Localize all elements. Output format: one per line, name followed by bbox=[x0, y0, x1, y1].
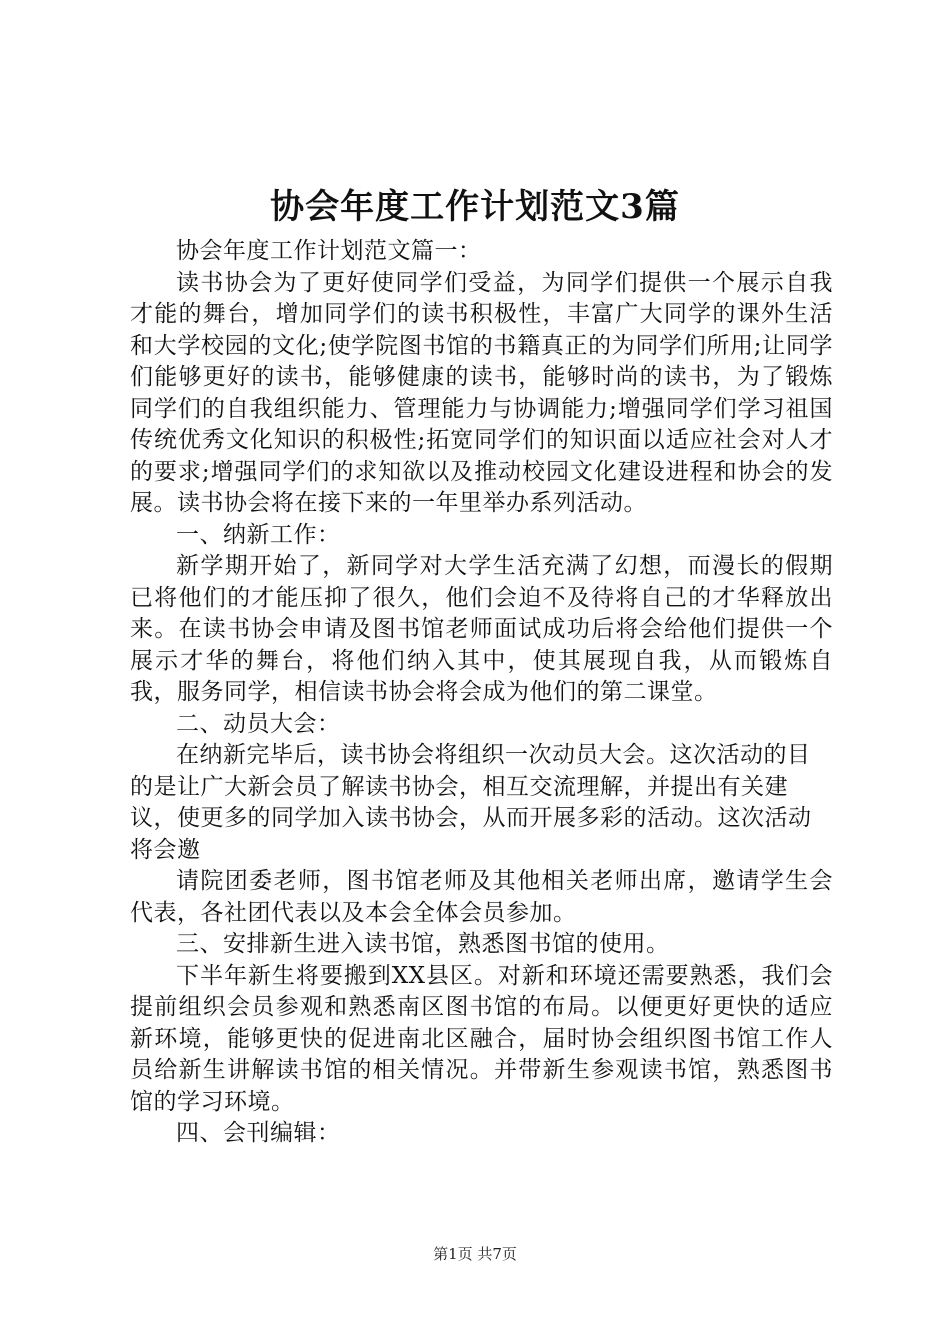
paragraph-intro: 读书协会为了更好使同学们受益，为同学们提供一个展示自我才能的舞台，增加同学们的读书积极性，丰富广大同学的课外生活和大学校园的文化;使学院图书馆的书籍真正的为同学们所用;让同学们能够更好的读书，能够健康的读书，能够时尚的读书，为了锻炼同学们的自我组织能力、管理能力与协调能力;增强同学们学习祖国传统优秀文化知识的积极性;拓宽同学们的知识面以适应社会对人才的要求;增强同学们的求知欲以及推动校园文化建设进程和协会的发展。读书协会将在接下来的一年里举办系列活动。 bbox=[130, 269, 833, 516]
section-heading-mobilization: 二、动员大会： bbox=[176, 710, 341, 737]
page-footer: 第1页 共7页 bbox=[433, 1245, 517, 1263]
document-title: 协会年度工作计划范文3篇 bbox=[270, 187, 680, 227]
paragraph-library-orientation: 下半年新生将要搬到XX县区。对新和环境还需要熟悉，我们会提前组织会员参观和熟悉南区图书馆的布局。以便更好更快的适应新环境，能够更快的促进南北区融合，届时协会组织图书馆工作人员给新生讲解读书馆的相关情况。并带新生参观读书馆，熟悉图书馆的学习环境。 bbox=[130, 962, 833, 1115]
paragraph-heading-part-one: 协会年度工作计划范文篇一： bbox=[176, 238, 482, 264]
section-heading-library-orientation: 三、安排新生进入读书馆，熟悉图书馆的使用。 bbox=[176, 931, 670, 957]
document-body bbox=[130, 236, 833, 1150]
section-heading-journal-editing: 四、会刊编辑： bbox=[176, 1120, 341, 1146]
paragraph-mobilization: 在纳新完毕后，读书协会将组织一次动员大会。这次活动的目的是让广大新会员了解读书协会，相互交流理解，并提出有关建议，使更多的同学加入读书协会，从而开展多彩的活动。这次活动将会邀 bbox=[130, 742, 812, 863]
paragraph-recruitment: 新学期开始了，新同学对大学生活充满了幻想，而漫长的假期已将他们的才能压抑了很久，他们会迫不及待将自己的才华释放出来。在读书协会申请及图书馆老师面试成功后将会给他们提供一个展示才华的舞台，将他们纳入其中，使其展现自我，从而锻炼自我，服务同学，相信读书协会将会成为他们的第二课堂。 bbox=[130, 553, 833, 705]
paragraph-mobilization-continued: 请院团委老师，图书馆老师及其他相关老师出席，邀请学生会代表，各社团代表以及本会全体会员参加。 bbox=[130, 868, 833, 926]
section-heading-recruitment: 一、纳新工作： bbox=[176, 521, 341, 548]
